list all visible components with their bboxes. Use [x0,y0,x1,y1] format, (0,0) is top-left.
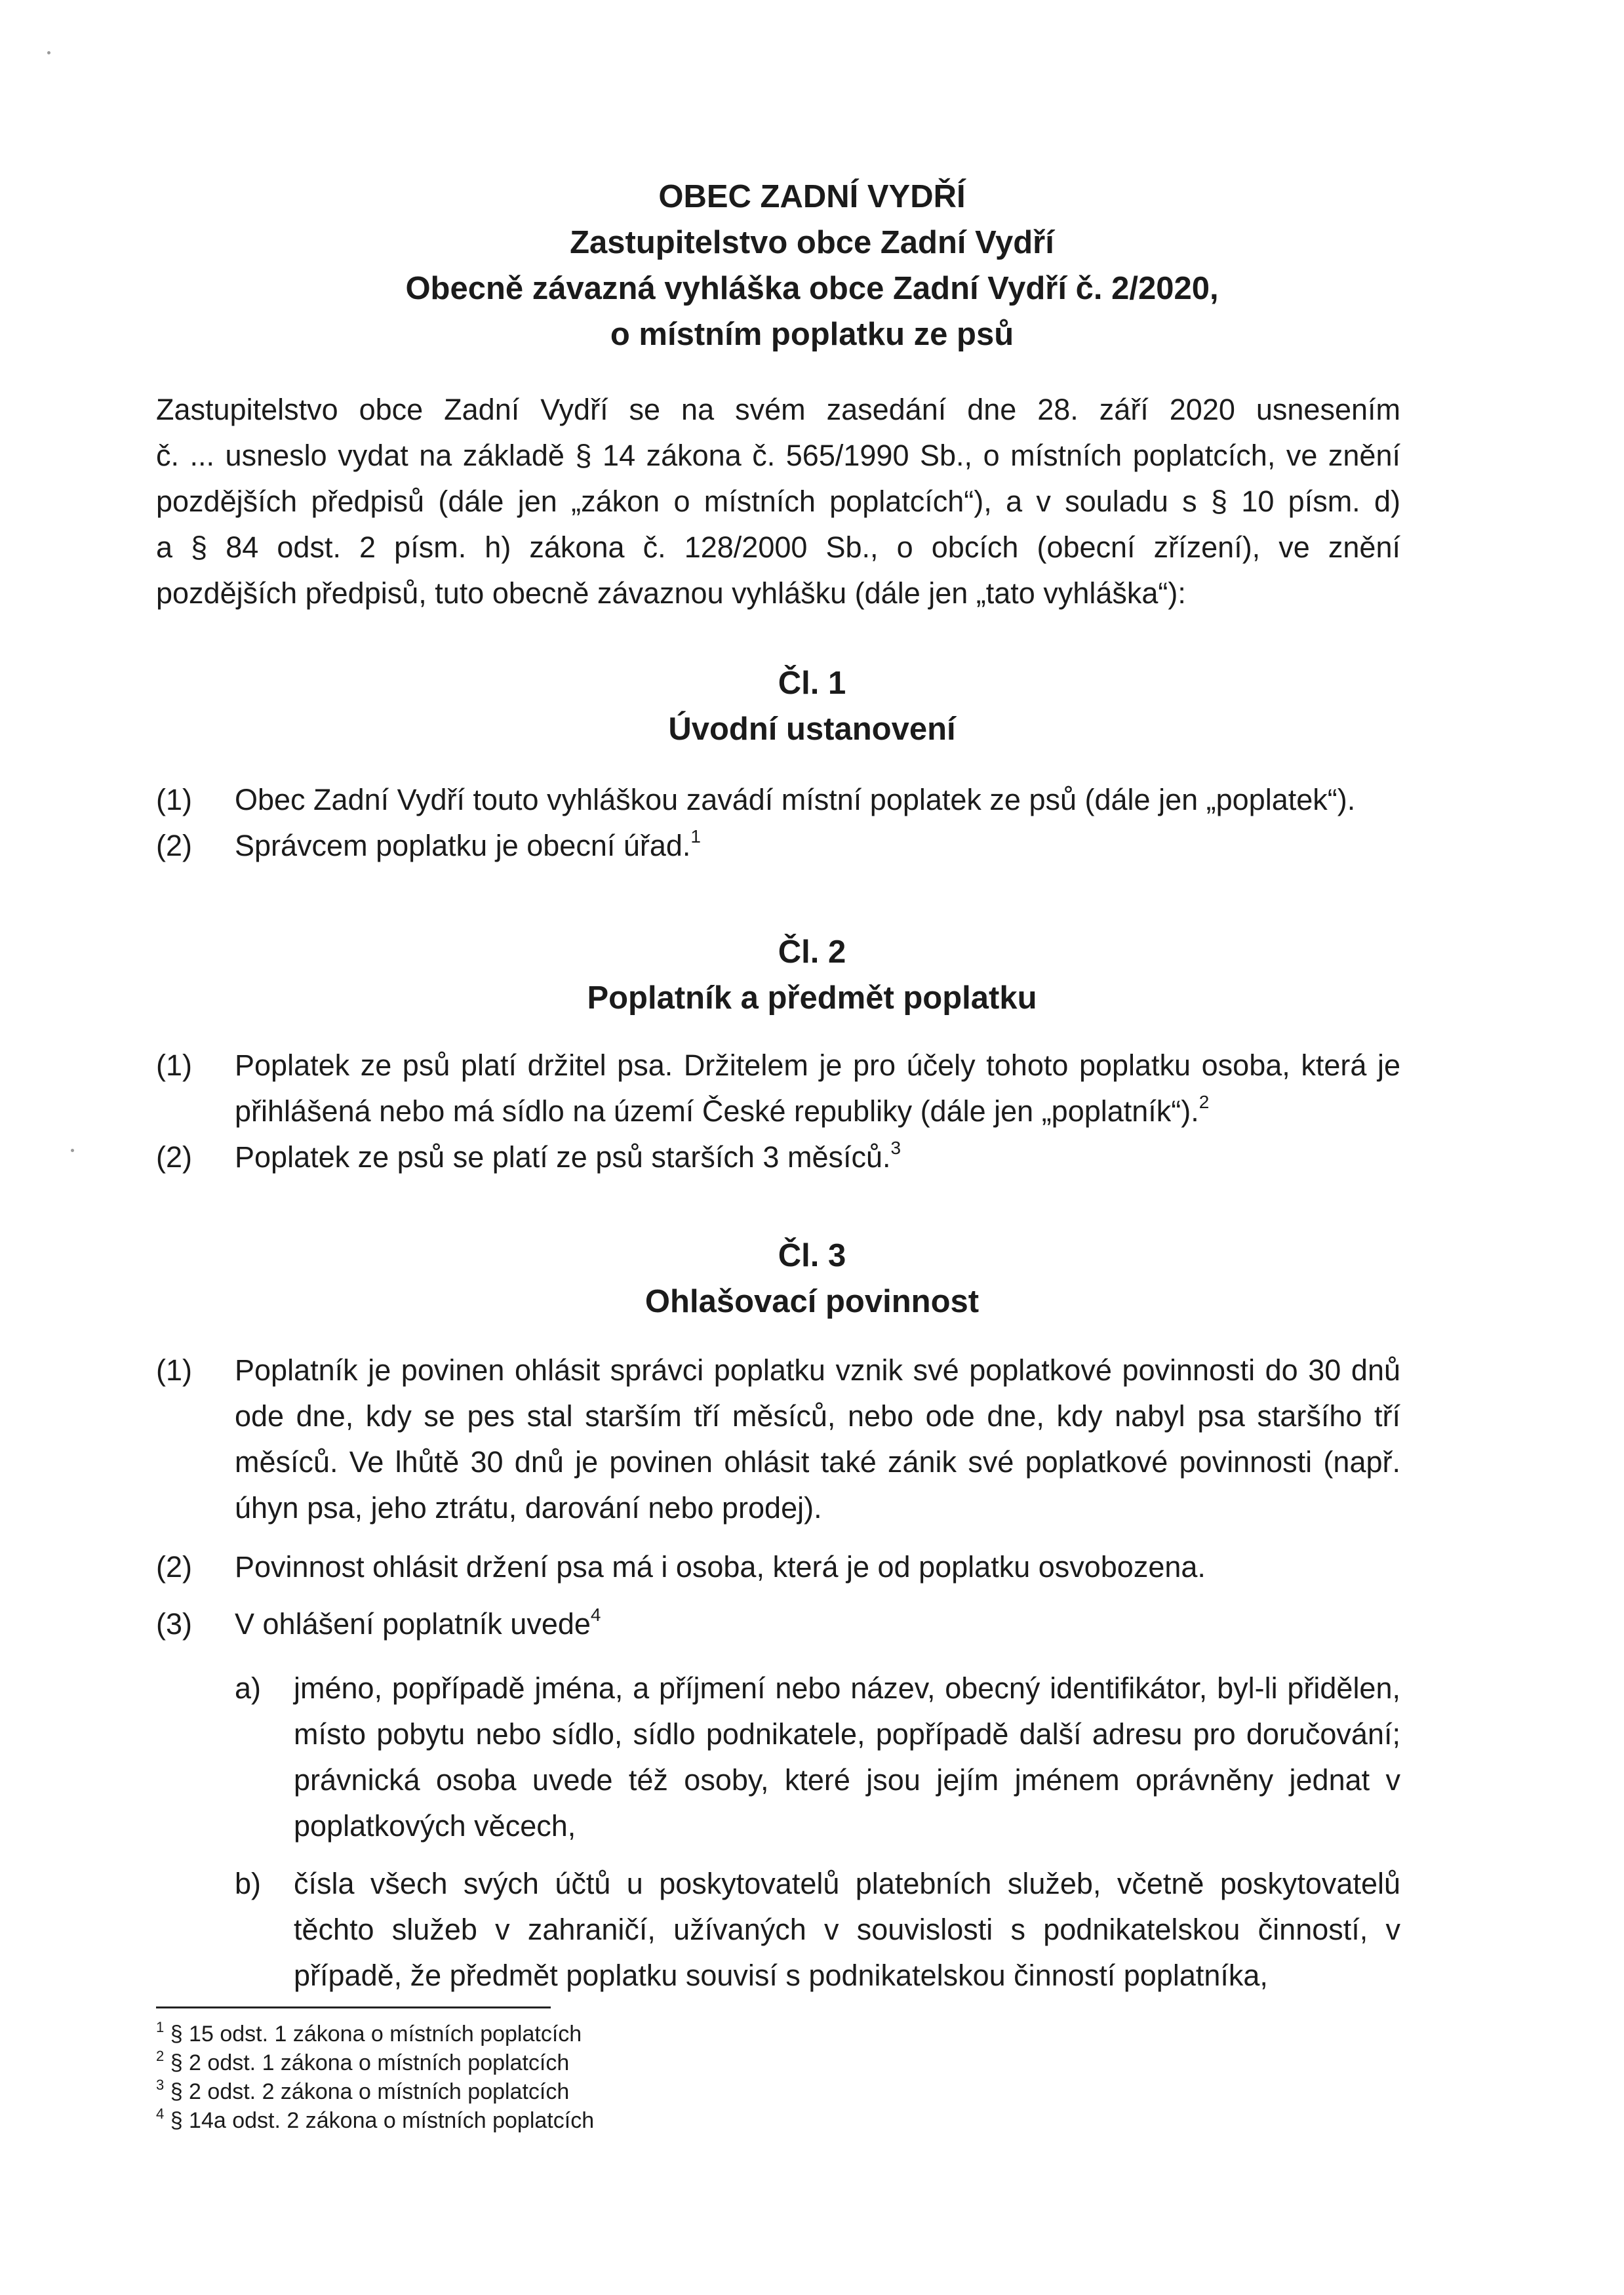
paragraph-number: (1) [156,1048,192,1082]
paragraph-text: V ohlášení poplatník uvede$^4$ [235,1605,601,1641]
footnote: $^3$ § 2 odst. 2 zákona o místních poplatcích [156,2076,570,2104]
article-3-number: Čl. 3 [778,1238,846,1273]
paragraph-text: Správcem poplatku je obecní úřad.$^1$ [235,826,701,862]
preamble-line: Zastupitelstvo obce Zadní Vydří se na svém zasedání dne 28. září 2020 usnesením [156,393,1400,426]
article-2-title: Poplatník a předmět poplatku [587,980,1037,1016]
paragraph-number: (2) [156,829,192,862]
scan-speck [71,1149,74,1152]
paragraph-text: Povinnost ohlásit držení psa má i osoba, která je od poplatku osvobozena. [235,1550,1206,1584]
footnote-ref: 4 [590,1605,601,1625]
scan-speck [47,51,50,54]
preamble [156,387,1400,616]
paragraph-number: (2) [156,1140,192,1174]
footnote-ref: 3 [890,1138,901,1158]
paragraph-text: Poplatek ze psů se platí ze psů starších 3 měsíců.$^3$ [235,1138,901,1174]
preamble-line: a § 84 odst. 2 písm. h) zákona č. 128/2000 Sb., o obcích (obecní zřízení), ve znění [156,530,1400,564]
article-1-title: Úvodní ustanovení [668,711,956,747]
paragraph-number: (1) [156,783,192,816]
footnote: $^2$ § 2 odst. 1 zákona o místních poplatcích [156,2047,570,2075]
preamble-line: pozdějších předpisů (dále jen „zákon o místních poplatcích“), a v souladu s § 10 písm. d) [156,485,1400,518]
article-2-number: Čl. 2 [778,934,846,970]
footnote-number: 1 [156,2018,165,2035]
footnote-separator [156,2006,551,2008]
footnote-ref: 1 [690,826,701,847]
footnote-number: 2 [156,2047,165,2064]
footnote-ref: 2 [1198,1092,1210,1112]
list-item-text: jméno, popřípadě jména, a příjmení nebo název, obecný identifikátor, byl-li přidělen, místo pobytu nebo sídlo, sídlo podnikatele, popřípadě další adresu pro doručování; právnická osoba uvede též osoby, které jsou jejím jménem oprávněny jednat v poplatkových věcech, [294,1671,1400,1843]
municipality-title: OBEC ZADNÍ VYDŘÍ [658,179,966,214]
footnote: $^1$ § 15 odst. 1 zákona o místních poplatcích [156,2018,582,2046]
footnote: $^4$ § 14a odst. 2 zákona o místních poplatcích [156,2105,595,2133]
article-3-title: Ohlašovací povinnost [644,1284,980,1319]
ordinance-subject: o místním poplatku ze psů [610,317,1014,352]
list-item-text: čísla všech svých účtů u poskytovatelů platebních služeb, včetně poskytovatelů těchto služeb v zahraničí, užívaných v souvislosti s podnikatelskou činností, v případě, že předmět poplatku souvisí s podnikatelskou činností poplatníka, [294,1867,1400,1992]
paragraph-number: (1) [156,1353,192,1387]
paragraph-number: (3) [156,1607,192,1641]
list-item-letter: a) [235,1671,262,1705]
paragraph-number: (2) [156,1550,192,1584]
preamble-line: č. ... usneslo vydat na základě § 14 zákona č. 565/1990 Sb., o místních poplatcích, ve znění [156,439,1400,472]
preamble-line: pozdějších předpisů, tuto obecně závaznou vyhlášku (dále jen „tato vyhláška“): [156,576,1186,610]
footnote-number: 3 [156,2076,165,2093]
ordinance-title: Obecně závazná vyhláška obce Zadní Vydří č. 2/2020, [405,271,1219,306]
paragraph-text: Obec Zadní Vydří touto vyhláškou zavádí místní poplatek ze psů (dále jen „poplatek“). [235,783,1356,816]
paragraph-text: Poplatník je povinen ohlásit správci poplatku vznik své poplatkové povinnosti do 30 dnů ode dne, kdy se pes stal starším tří měsíců, nebo ode dne, kdy nabyl psa staršího tří měsíců. Ve lhůtě 30 dnů je povinen ohlásit také zánik své poplatkové povinnosti (např. úhyn psa, jeho ztrátu, darování nebo prodej). [235,1353,1400,1525]
list-item-letter: b) [235,1867,262,1900]
paragraph-text: Poplatek ze psů platí držitel psa. Držitelem je pro účely tohoto poplatku osoba, která je přihlášená nebo má sídlo na území České republiky (dále jen „poplatník“).$^2$ [235,1048,1400,1128]
footnote-number: 4 [156,2105,165,2122]
council-title: Zastupitelstvo obce Zadní Vydří [570,225,1054,260]
article-1-number: Čl. 1 [778,666,846,701]
